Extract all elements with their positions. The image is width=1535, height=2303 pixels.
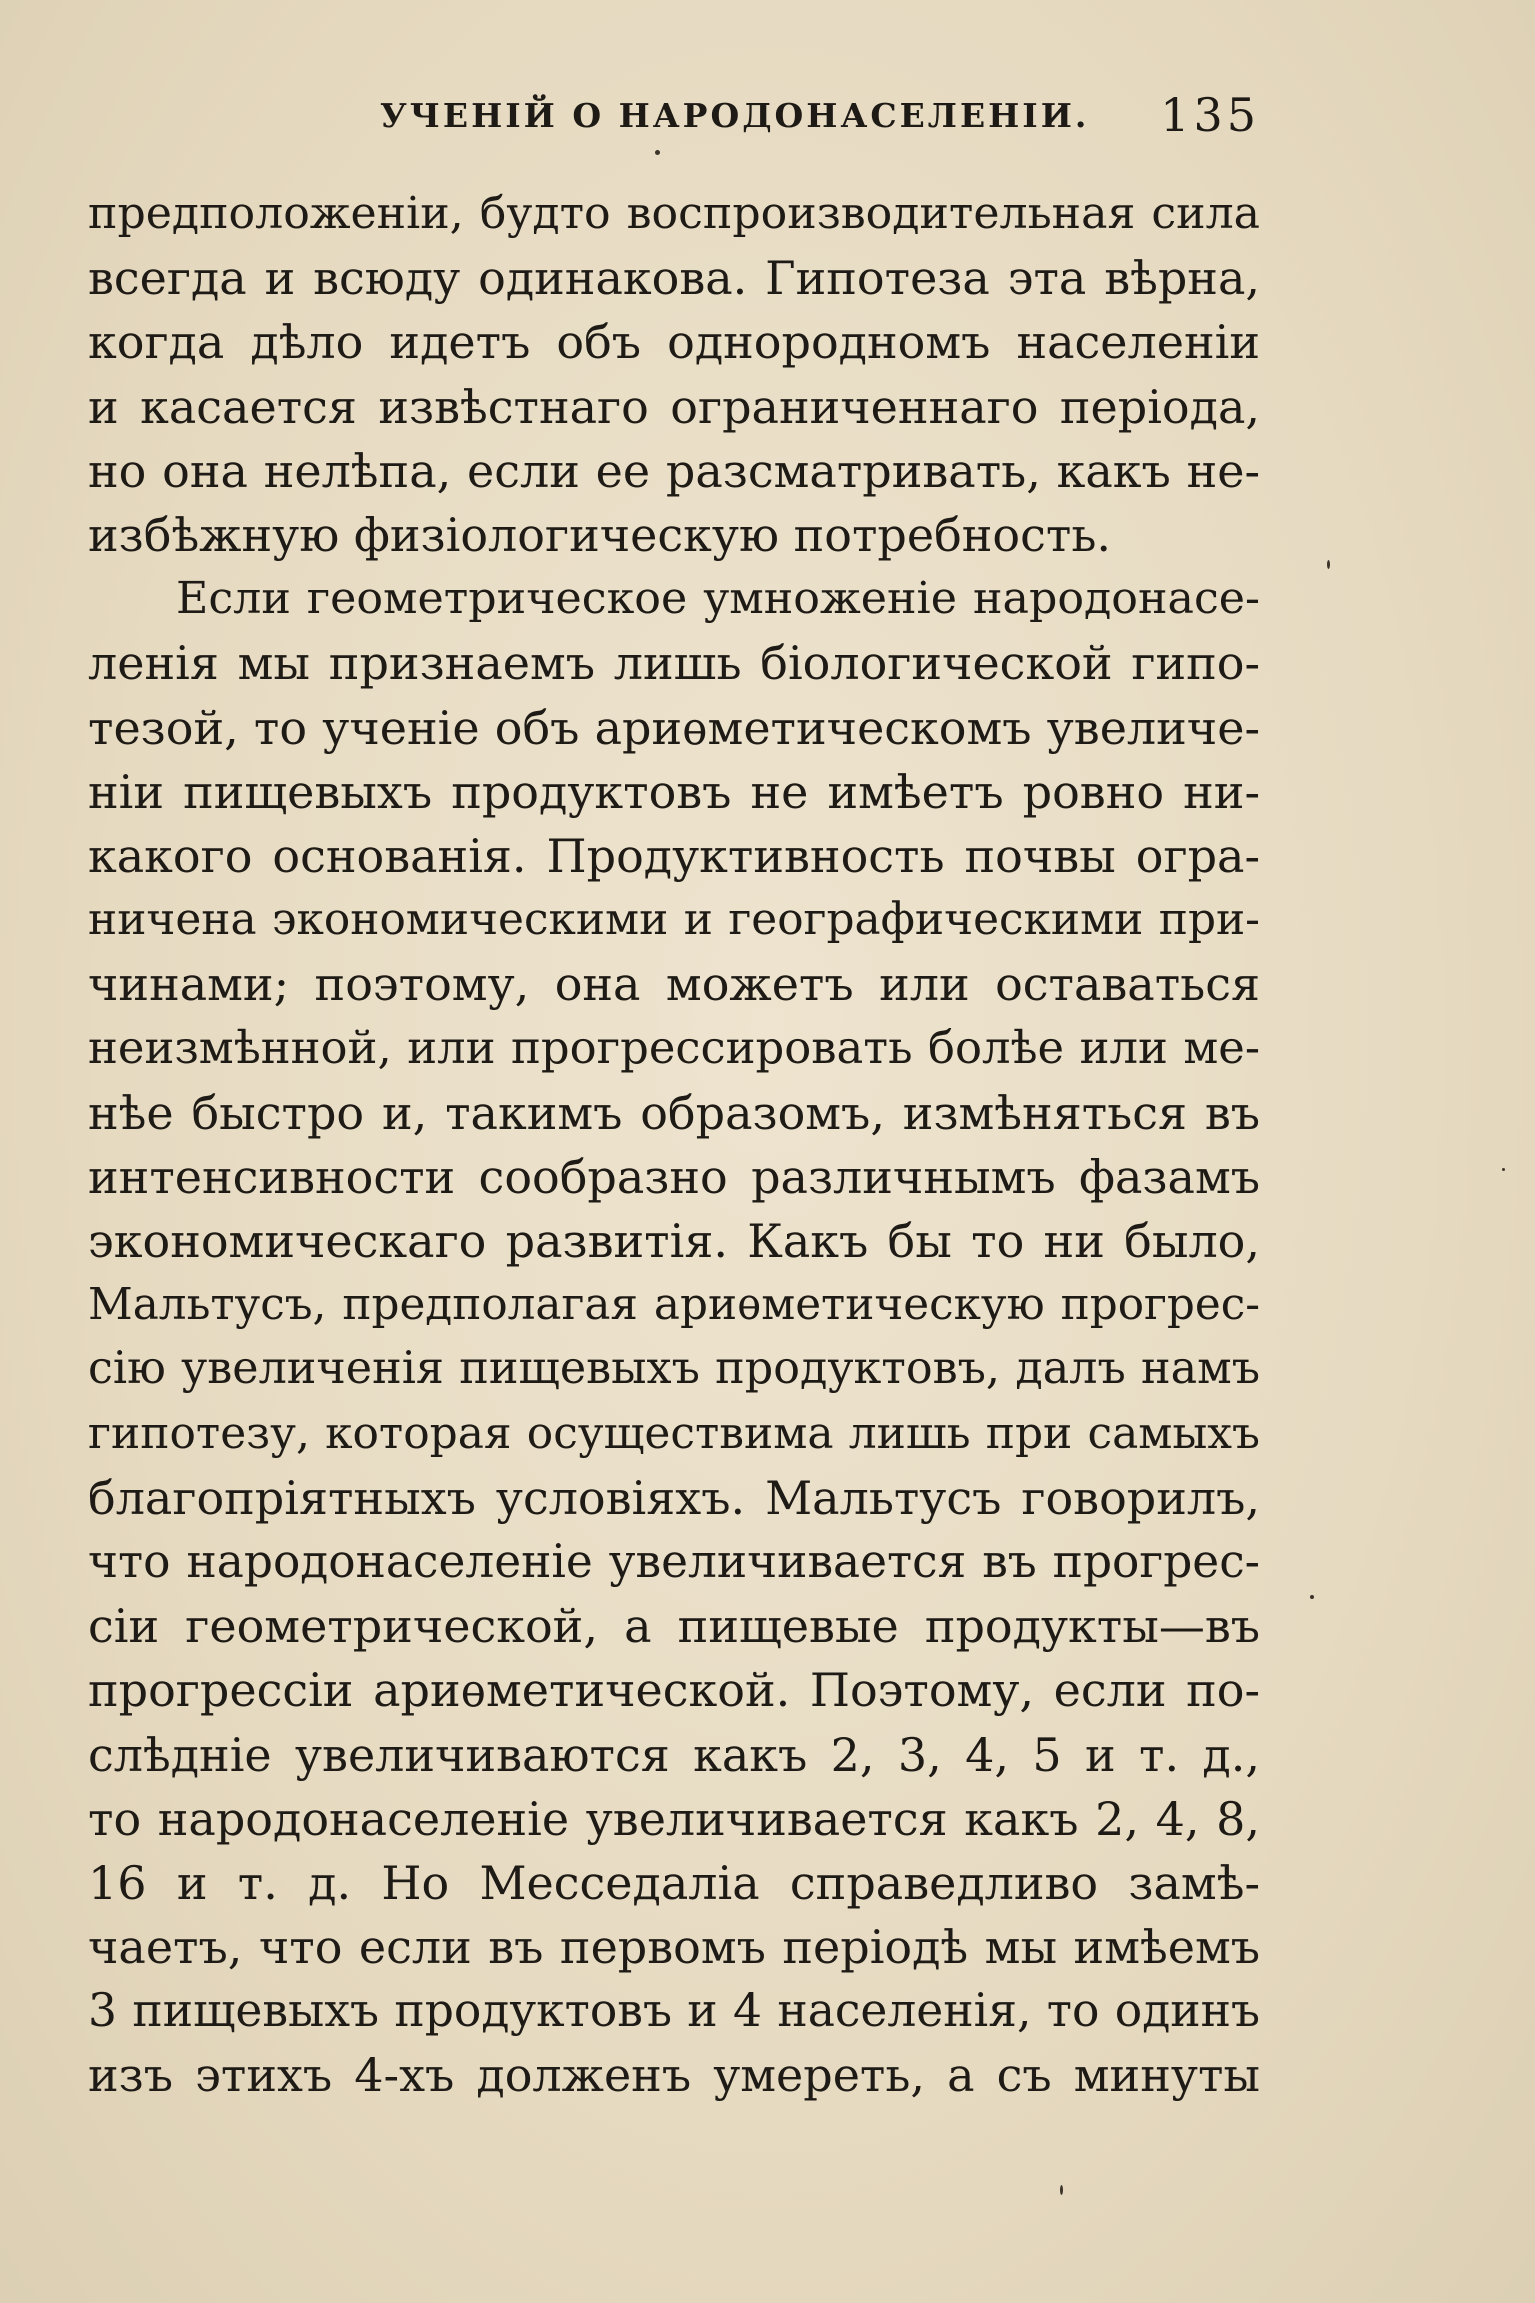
text-line: нѣе быстро и, такимъ образомъ, измѣняться въ: [88, 1085, 1260, 1140]
text-line: тезой, то ученіе объ ариѳметическомъ увеличе-: [88, 700, 1260, 755]
text-line: 3 пищевыхъ продуктовъ и 4 населенія, то одинъ: [88, 1984, 1260, 2038]
text-line: изъ этихъ 4-хъ долженъ умереть, а съ минуты: [88, 2048, 1260, 2103]
text-line: Мальтусъ, предполагая ариѳметическую прогрес-: [88, 1279, 1260, 1331]
paper-speck: [1502, 1168, 1505, 1171]
text-line: неизмѣнной, или прогрессировать болѣе или ме-: [88, 1021, 1260, 1075]
text-line: какого основанія. Продуктивность почвы огра-: [88, 828, 1260, 883]
running-head: УЧЕНІЙ О НАРОДОНАСЕЛЕНІИ.: [380, 96, 1090, 135]
text-line: интенсивности сообразно различнымъ фазамъ: [88, 1149, 1260, 1204]
text-line: Если геометрическое умноженіе народонасе-: [176, 573, 1260, 625]
text-line: то народонаселеніе увеличивается какъ 2, 4, 8,: [88, 1791, 1260, 1846]
text-line: ніи пищевыхъ продуктовъ не имѣетъ ровно ни-: [88, 764, 1260, 819]
paragraph-1: [88, 182, 1260, 567]
paragraph-2: [88, 567, 1260, 2108]
text-line: избѣжную физіологическую потребность.: [88, 507, 1112, 562]
paper-speck: [655, 150, 660, 155]
text-line: благопріятныхъ условіяхъ. Мальтусъ говорилъ,: [88, 1470, 1260, 1525]
text-line: ничена экономическими и географическими при-: [88, 894, 1260, 946]
paper-speck: [1060, 2185, 1063, 2195]
text-line: сію увеличенія пищевыхъ продуктовъ, далъ намъ: [88, 1343, 1260, 1395]
text-line: чинами; поэтому, она можетъ или оставаться: [88, 957, 1260, 1012]
text-line: чаетъ, что если въ первомъ періодѣ мы имѣемъ: [88, 1920, 1260, 1975]
text-line: ленія мы признаемъ лишь біологической гипо-: [88, 636, 1260, 691]
text-line: всегда и всюду одинакова. Гипотеза эта вѣрна,: [88, 251, 1260, 306]
text-line: но она нелѣпа, если ее разсматривать, какъ не-: [88, 443, 1260, 498]
body-text: [88, 182, 1260, 2108]
text-line: сіи геометрической, а пищевые продукты—въ: [88, 1599, 1260, 1654]
text-line: прогрессіи ариѳметической. Поэтому, если по-: [88, 1663, 1260, 1718]
paper-speck: [1310, 1595, 1314, 1599]
page-header: [88, 88, 1260, 144]
text-line: что народонаселеніе увеличивается въ прогрес-: [88, 1534, 1260, 1588]
paper-speck: [1327, 560, 1330, 569]
text-line: предположеніи, будто воспроизводительная сила: [88, 188, 1260, 239]
text-line: когда дѣло идетъ объ однородномъ населеніи: [88, 315, 1260, 370]
text-line: 16 и т. д. Но Месседаліа справедливо замѣ-: [88, 1855, 1260, 1910]
text-line: слѣдніе увеличиваются какъ 2, 3, 4, 5 и т. д.,: [88, 1727, 1260, 1782]
text-line: и касается извѣстнаго ограниченнаго періода,: [88, 379, 1260, 434]
page-number: 135: [1160, 88, 1260, 142]
text-line: экономическаго развитія. Какъ бы то ни было,: [88, 1214, 1260, 1268]
text-line: гипотезу, которая осуществима лишь при самыхъ: [88, 1407, 1260, 1459]
